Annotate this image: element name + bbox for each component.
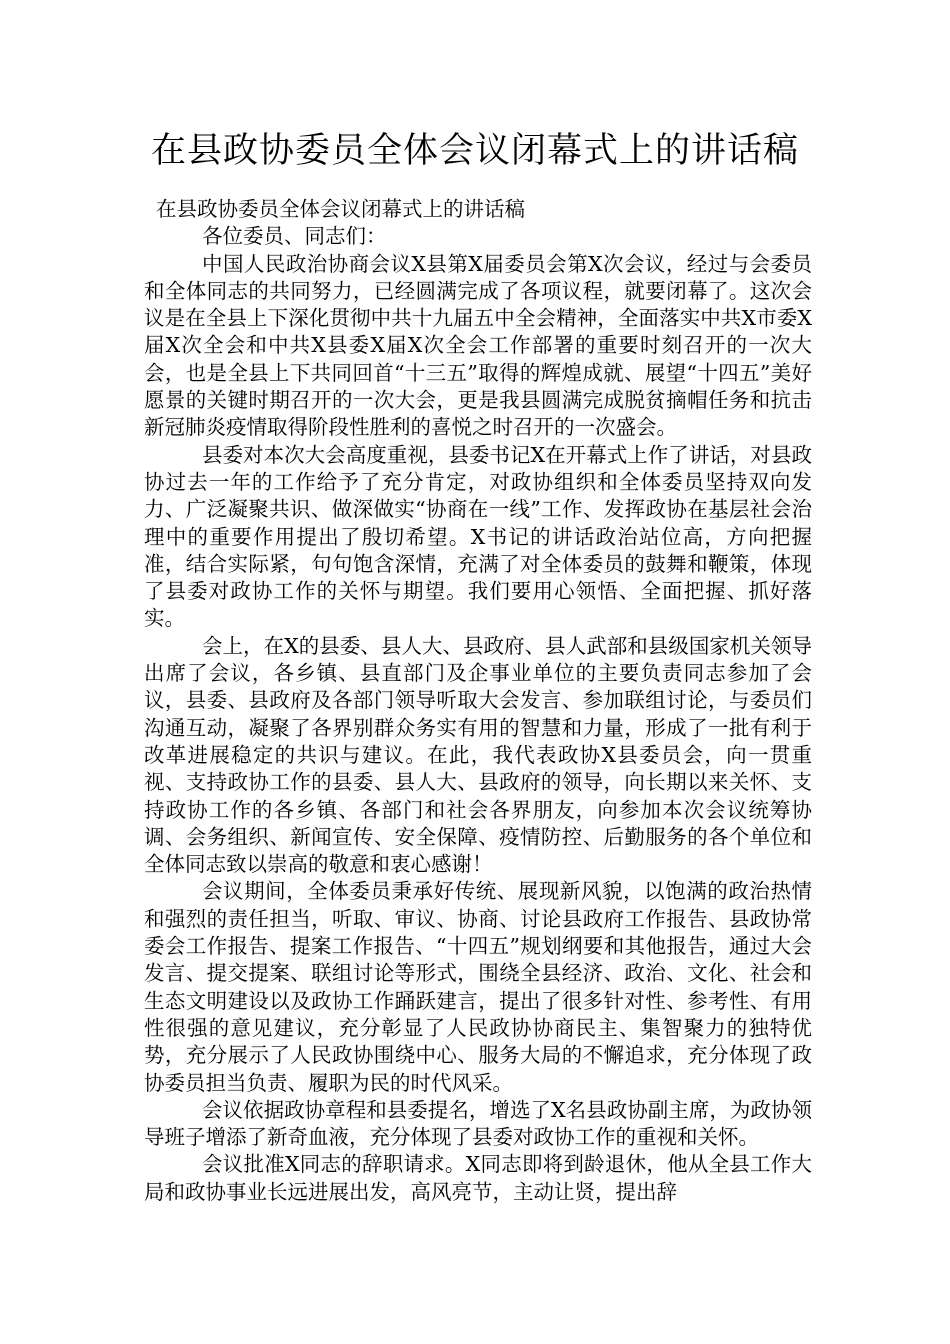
paragraph-1: 中国人民政治协商会议X县第X届委员会第X次会议，经过与会委员和全体同志的共同努力，已经圆满完成了各项议程，就要闭幕了。这次会议是在全县上下深化贯彻中共十九届五中全会精神，全面落实中共X市委X届X次全会和中共X县委X届X次全会工作部署的重要时刻召开的一次大会，也是全县上下共同回首“十三五”取得的辉煌成就、展望“十四五”美好愿景的关键时期召开的一次大会，更是我县圆满完成脱贫摘帽任务和抗击新冠肺炎疫情取得阶段性胜利的喜悦之时召开的一次盛会。 [144,251,812,440]
paragraph-5: 会议依据政协章程和县委提名，增选了X名县政协副主席，为政协领导班子增添了新奇血液，充分体现了县委对政协工作的重视和关怀。 [144,1097,812,1150]
document-title: 在县政协委员全体会议闭幕式上的讲话稿 [150,131,799,171]
paragraph-6: 会议批准X同志的辞职请求。X同志即将到龄退休，他从全县工作大局和政协事业长远进展出发，高风亮节，主动让贤，提出辞 [144,1152,812,1204]
salutation: 各位委员、同志们： [202,224,387,249]
paragraph-2: 县委对本次大会高度重视，县委书记X在开幕式上作了讲话，对县政协过去一年的工作给予了充分肯定，对政协组织和全体委员坚持双向发力、广泛凝聚共识、做深做实“协商在一线”工作、发挥政协在基层社会治理中的重要作用提出了殷切希望。X书记的讲话政治站位高，方向把握准，结合实际紧，句句饱含深情，充满了对全体委员的鼓舞和鞭策，体现了县委对政协工作的关怀与期望。我们要用心领悟、全面把握、抓好落实。 [144,442,812,631]
paragraph-4: 会议期间，全体委员秉承好传统、展现新风貌，以饱满的政治热情和强烈的责任担当，听取、审议、协商、讨论县政府工作报告、县政协常委会工作报告、提案工作报告、“十四五”规划纲要和其他报告，通过大会发言、提交提案、联组讨论等形式，围绕全县经济、政治、文化、社会和生态文明建设以及政协工作踊跃建言，提出了很多针对性、参考性、有用性很强的意见建议，充分彰显了人民政协协商民主、集智聚力的独特优势，充分展示了人民政协围绕中心、服务大局的不懈追求，充分体现了政协委员担当负责、履职为民的时代风采。 [144,879,812,1095]
document-subtitle: 在县政协委员全体会议闭幕式上的讲话稿 [156,197,525,221]
paragraph-3: 会上，在X的县委、县人大、县政府、县人武部和县级国家机关领导出席了会议，各乡镇、县直部门及企事业单位的主要负责同志参加了会议，县委、县政府及各部门领导听取大会发言、参加联组讨论，与委员们沟通互动，凝聚了各界别群众务实有用的智慧和力量，形成了一批有利于改革进展稳定的共识与建议。在此，我代表政协X县委员会，向一贯重视、支持政协工作的县委、县人大、县政府的领导，向长期以来关怀、支持政协工作的各乡镇、各部门和社会各界朋友，向参加本次会议统筹协调、会务组织、新闻宣传、安全保障、疫情防控、后勤服务的各个单位和全体同志致以崇高的敬意和衷心感谢！ [144,633,812,877]
document-body [144,196,812,1206]
